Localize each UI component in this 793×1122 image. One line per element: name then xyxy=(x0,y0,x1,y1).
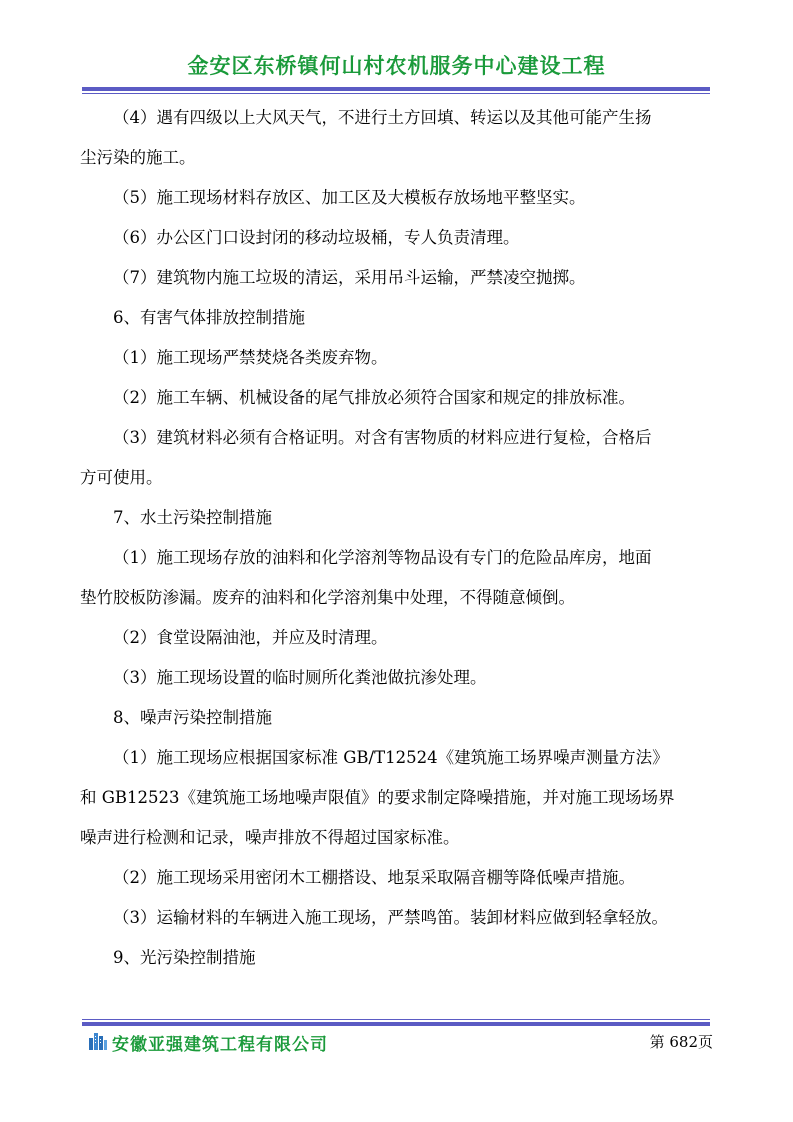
header-rule-thin xyxy=(82,93,710,94)
company-name: 安徽亚强建筑工程有限公司 xyxy=(112,1034,328,1055)
text-line: （2）施工现场采用密闭木工棚搭设、地泵采取隔音棚等降低噪声措施。 xyxy=(113,868,635,887)
paragraph xyxy=(80,218,720,258)
section-heading xyxy=(80,498,720,538)
section-heading xyxy=(80,698,720,738)
text-line: 噪声进行检测和记录，噪声排放不得超过国家标准。 xyxy=(80,828,460,847)
paragraph xyxy=(80,418,720,498)
text-line: 和 GB12523《建筑施工场地噪声限值》的要求制定降噪措施，并对施工现场场界 xyxy=(80,788,675,807)
paragraph xyxy=(80,538,720,618)
text-line: 9、光污染控制措施 xyxy=(113,948,256,967)
text-line: （1）施工现场严禁焚烧各类废弃物。 xyxy=(113,348,388,367)
text-line: （3）施工现场设置的临时厕所化粪池做抗渗处理。 xyxy=(113,668,487,687)
document-title: 金安区东桥镇何山村农机服务中心建设工程 xyxy=(187,54,606,78)
paragraph xyxy=(80,898,720,938)
paragraph xyxy=(80,338,720,378)
text-line: 垫竹胶板防渗漏。废弃的油料和化学溶剂集中处理，不得随意倾倒。 xyxy=(80,588,575,607)
text-line: （2）施工车辆、机械设备的尾气排放必须符合国家和规定的排放标准。 xyxy=(113,388,635,407)
footer-company xyxy=(88,1029,328,1055)
text-line: （2）食堂设隔油池，并应及时清理。 xyxy=(113,628,388,647)
text-line: （1）施工现场存放的油料和化学溶剂等物品设有专门的危险品库房，地面 xyxy=(113,548,652,567)
footer-rule-thin xyxy=(82,1019,710,1020)
paragraph xyxy=(80,658,720,698)
text-line: 6、有害气体排放控制措施 xyxy=(113,308,305,327)
text-line: （3）建筑材料必须有合格证明。对含有害物质的材料应进行复检，合格后 xyxy=(113,428,652,447)
footer-rule-thick xyxy=(82,1022,710,1026)
text-line: 7、水土污染控制措施 xyxy=(113,508,272,527)
section-heading xyxy=(80,298,720,338)
text-line: （3）运输材料的车辆进入施工现场，严禁鸣笛。装卸材料应做到轻拿轻放。 xyxy=(113,908,668,927)
text-line: （6）办公区门口设封闭的移动垃圾桶，专人负责清理。 xyxy=(113,228,520,247)
document-body xyxy=(80,98,720,978)
section-heading xyxy=(80,938,720,978)
text-line: 8、噪声污染控制措施 xyxy=(113,708,272,727)
paragraph xyxy=(80,178,720,218)
text-line: 尘污染的施工。 xyxy=(80,148,196,167)
paragraph xyxy=(80,738,720,858)
text-line: 方可使用。 xyxy=(80,468,163,487)
paragraph xyxy=(80,858,720,898)
paragraph xyxy=(80,618,720,658)
text-line: （1）施工现场应根据国家标准 GB/T12524《建筑施工场界噪声测量方法》 xyxy=(113,748,669,767)
paragraph xyxy=(80,98,720,178)
paragraph xyxy=(80,258,720,298)
header-rule-thick xyxy=(82,87,710,91)
building-logo-icon xyxy=(88,1030,108,1054)
text-line: （5）施工现场材料存放区、加工区及大模板存放场地平整坚实。 xyxy=(113,188,586,207)
paragraph xyxy=(80,378,720,418)
text-line: （7）建筑物内施工垃圾的清运，采用吊斗运输，严禁凌空抛掷。 xyxy=(113,268,586,287)
text-line: （4）遇有四级以上大风天气，不进行土方回填、转运以及其他可能产生扬 xyxy=(113,108,652,127)
page-number: 第 682页 xyxy=(649,1033,713,1051)
